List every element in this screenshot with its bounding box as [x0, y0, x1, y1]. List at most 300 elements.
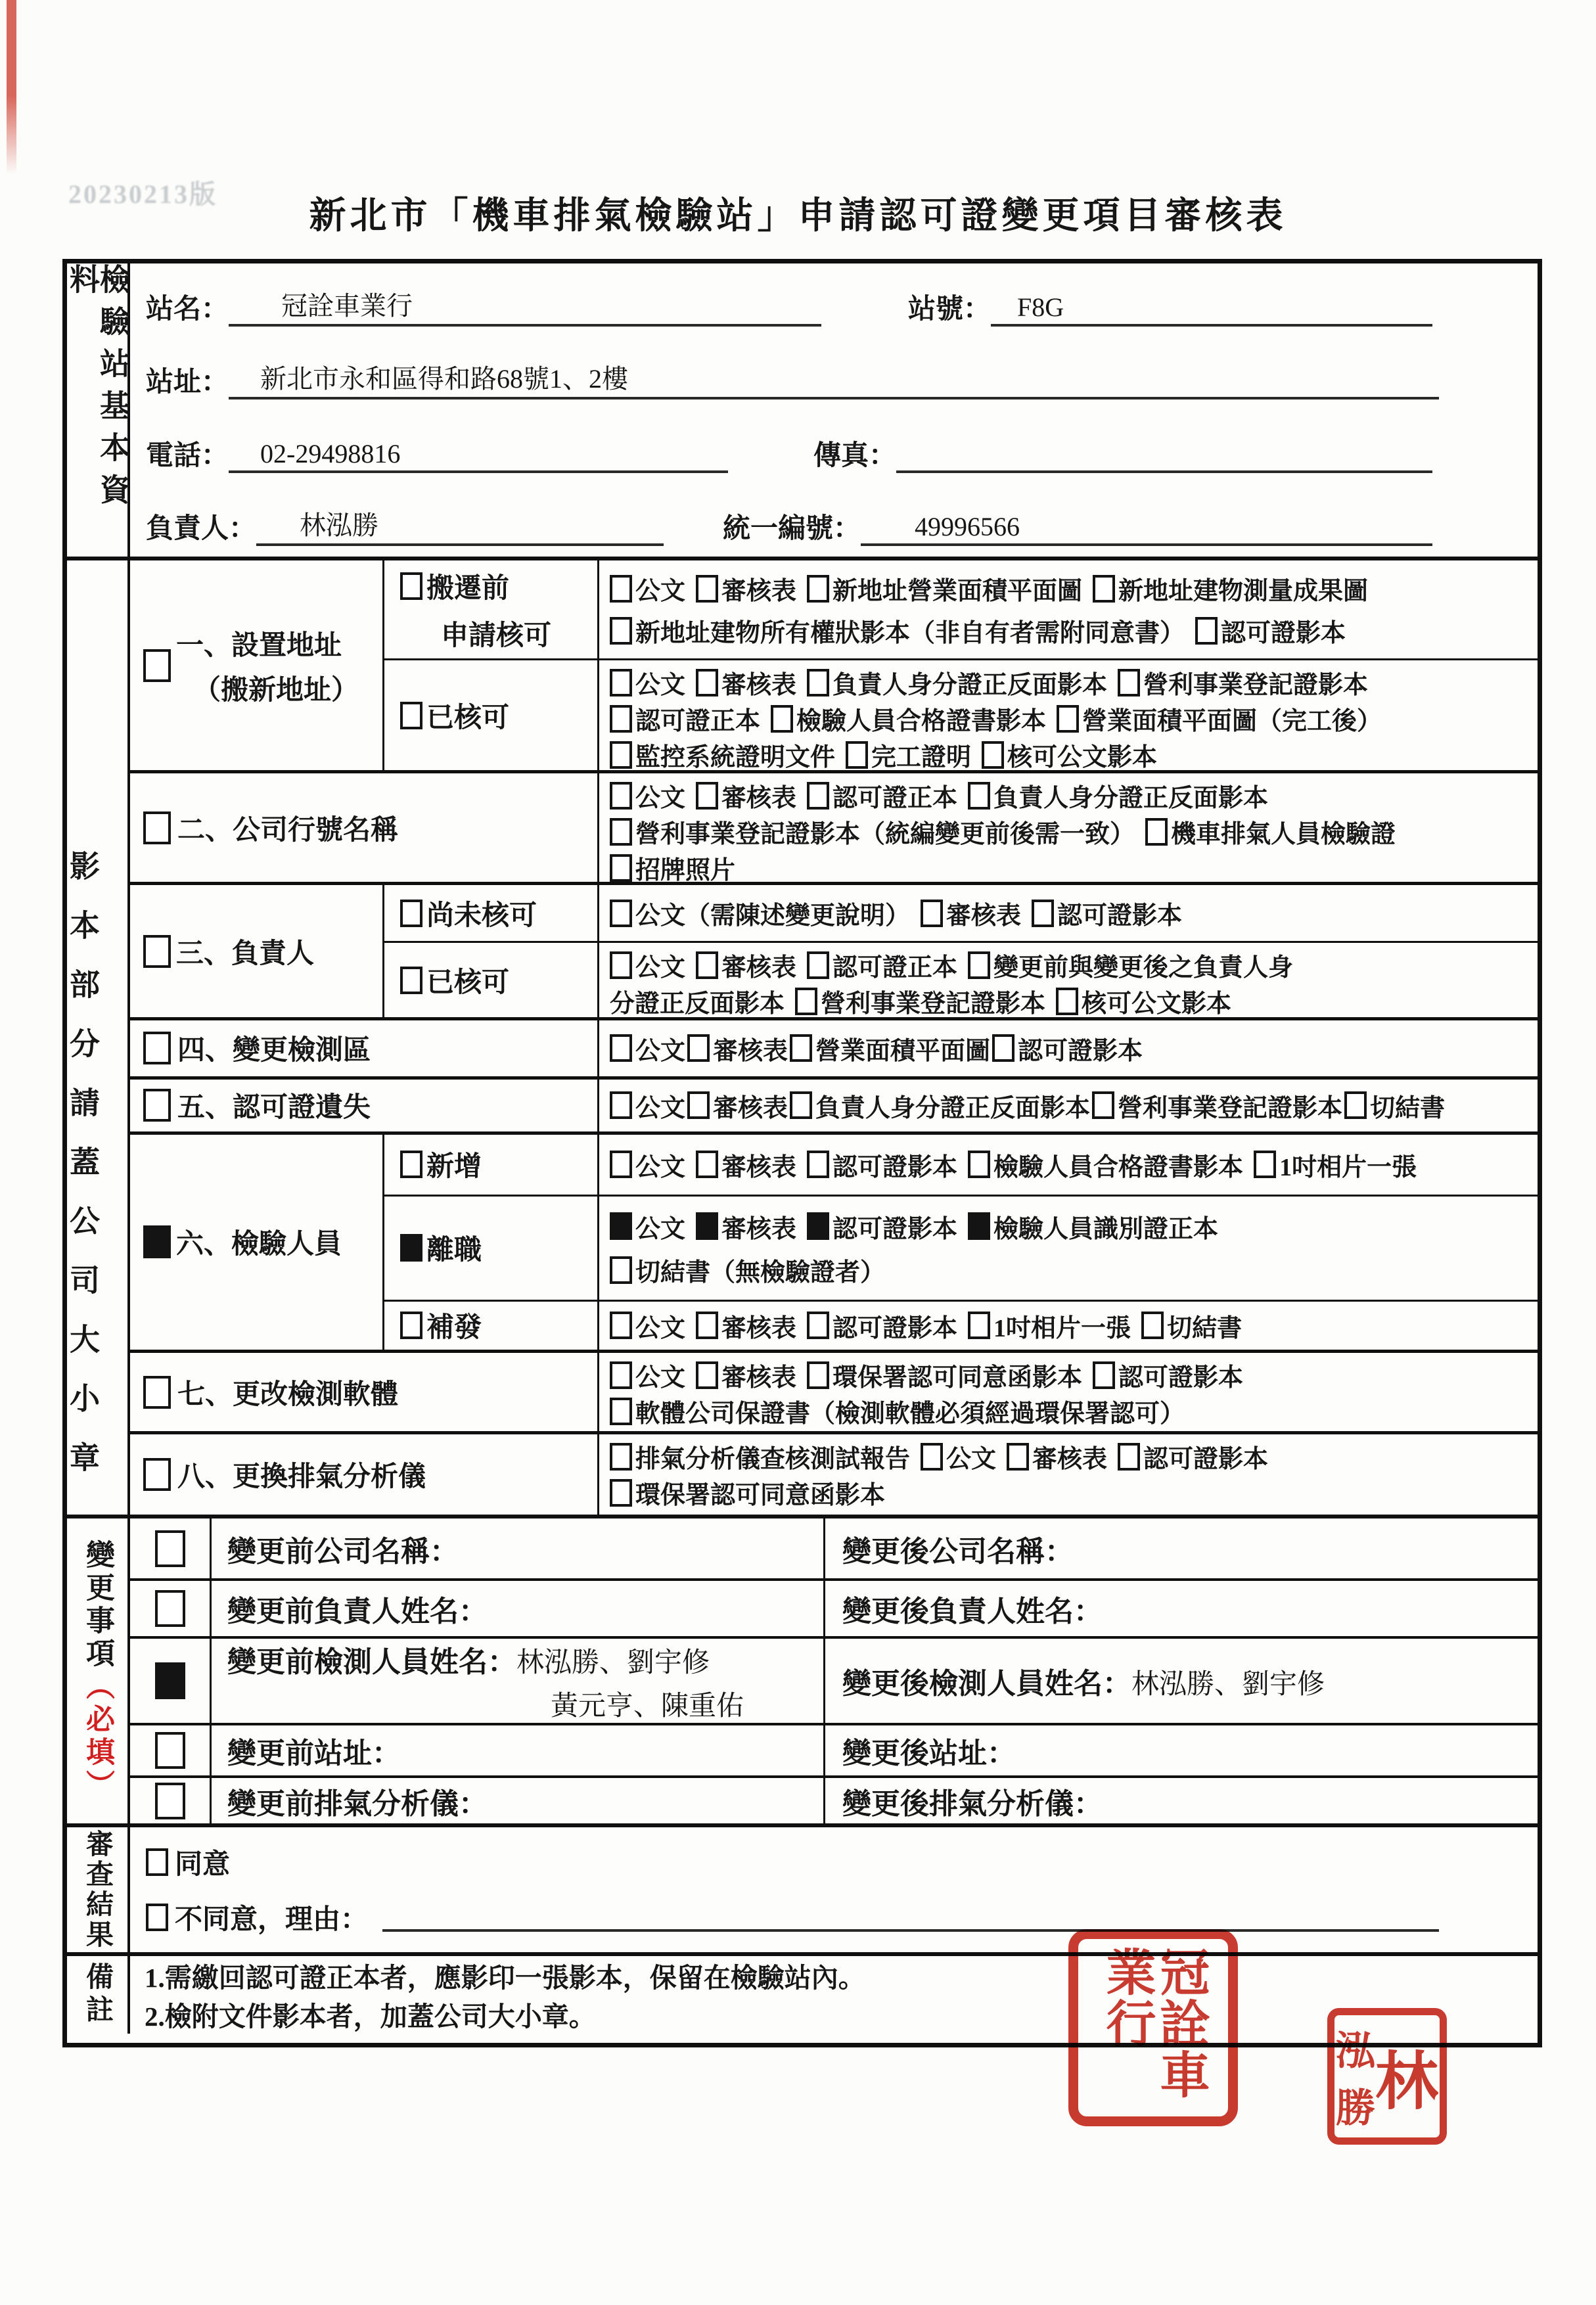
checkbox[interactable] [1092, 1091, 1114, 1119]
checkbox[interactable] [771, 705, 793, 733]
doc-label: 切結書 [1370, 1094, 1446, 1122]
doc-item [807, 1357, 1082, 1393]
doc-line [610, 700, 1534, 737]
checkbox[interactable] [155, 1590, 185, 1627]
checkbox[interactable] [968, 1312, 990, 1339]
checkbox[interactable] [1195, 617, 1218, 645]
subrow-approved2 [384, 943, 1538, 1017]
checkbox[interactable] [807, 951, 829, 979]
checkbox[interactable] [610, 575, 632, 603]
checkbox[interactable] [143, 1458, 171, 1491]
checkbox[interactable] [1057, 705, 1079, 733]
doc-label: 認可證正本 [832, 785, 958, 812]
checkbox[interactable] [687, 1034, 710, 1062]
sub-label: 已核可 [426, 967, 510, 998]
scan-edge-artifact [7, 0, 16, 174]
doc-item [807, 947, 957, 983]
checkbox[interactable] [155, 1530, 185, 1567]
checkbox[interactable] [687, 1091, 710, 1119]
agree-row [146, 1842, 1538, 1882]
before-label: 變更前公司名稱： [227, 1535, 459, 1568]
doc-label: 認可證影本 [1118, 1364, 1244, 1392]
checkbox[interactable] [400, 702, 422, 729]
reason-line[interactable] [382, 1909, 1439, 1932]
after-cell [825, 1518, 1538, 1578]
checkbox[interactable] [696, 575, 718, 603]
uid-field[interactable] [861, 508, 1432, 546]
doc-item [696, 570, 796, 606]
sub-label: 離職 [426, 1235, 482, 1266]
doc-line [610, 1357, 1534, 1393]
item-label: 三、負責人 [176, 938, 315, 969]
before-cell [212, 1725, 825, 1775]
doc-label: 認可證影本 [832, 1314, 958, 1342]
checkbox[interactable] [610, 741, 632, 769]
checkbox[interactable] [1145, 818, 1168, 846]
doc-label: 分證正反面影本 [610, 990, 785, 1018]
doc-item [610, 813, 1135, 850]
doc-label: 審核表 [713, 1094, 788, 1122]
after-label: 變更後負責人姓名： [842, 1595, 1103, 1628]
item-label: 八、更換排氣分析儀 [177, 1462, 426, 1492]
address-field[interactable] [229, 361, 1439, 399]
doc-item [610, 612, 1185, 649]
checkbox[interactable] [155, 1662, 185, 1699]
before-cell [212, 1518, 825, 1578]
doc-line [610, 1308, 1534, 1344]
checkbox[interactable] [696, 1151, 718, 1178]
checkbox[interactable] [1118, 669, 1140, 696]
item-label-line1: 一、設置地址 [176, 630, 342, 661]
checkbox[interactable] [143, 1032, 171, 1064]
uid-value: 49996566 [915, 512, 1020, 541]
doc-label: 環保署認可同意函影本 [832, 1364, 1083, 1392]
checkbox[interactable] [807, 1312, 829, 1339]
checkbox[interactable] [610, 1443, 632, 1471]
fax-field[interactable] [896, 435, 1432, 473]
checkbox[interactable] [610, 1034, 632, 1062]
checkbox[interactable] [696, 1212, 718, 1240]
station-name-field[interactable] [229, 288, 821, 327]
checkbox[interactable] [968, 951, 990, 979]
doc-item [790, 1030, 990, 1066]
sub-label: 已核可 [426, 702, 510, 733]
checkbox[interactable] [610, 782, 632, 810]
doc-item [1118, 1438, 1268, 1474]
doc-item [610, 700, 760, 737]
doc-label: 營業面積平面圖 [815, 1037, 991, 1065]
personal-seal-stamp [1327, 2008, 1447, 2145]
doc-item [696, 664, 796, 700]
checkbox[interactable] [400, 967, 422, 994]
checkbox[interactable] [790, 1034, 812, 1062]
checkbox[interactable] [846, 741, 868, 769]
doc-line [610, 1147, 1534, 1183]
company-seal-text: 冠詮車業行 [1099, 1946, 1208, 2100]
copy-item-8 [130, 1434, 1538, 1515]
disagree-label: 不同意，理由： [175, 1904, 369, 1935]
copy-item-3-cell [130, 885, 384, 1017]
checkbox[interactable] [696, 669, 718, 696]
sub-label: 搬遷前 [426, 573, 510, 604]
checkbox[interactable] [155, 1732, 185, 1769]
checkbox[interactable] [610, 818, 632, 846]
copy-item-6-subs [384, 1135, 1538, 1350]
doc-label: 公文 [635, 785, 686, 812]
section-label-copy-text: 影本部分請蓋公司大小章 [66, 850, 99, 1501]
doc-item [610, 1474, 885, 1511]
checkbox[interactable] [1254, 1151, 1276, 1178]
station-code-label: 站號： [908, 294, 992, 325]
doc-item [610, 1308, 685, 1344]
change-checkbox-cell [130, 1639, 212, 1723]
before-value: 林泓勝、劉宇修 [516, 1648, 710, 1678]
before-label: 變更前負責人姓名： [227, 1595, 488, 1628]
checkbox[interactable] [400, 1151, 422, 1178]
doc-list [599, 1353, 1538, 1431]
doc-item [1032, 895, 1182, 931]
subrow-add-staff [384, 1135, 1538, 1197]
checkbox[interactable] [1118, 1443, 1140, 1471]
doc-item [696, 1208, 796, 1244]
personal-seal-given [1336, 2019, 1375, 2134]
doc-label: 認可證影本 [1143, 1446, 1269, 1473]
changes-rows [130, 1518, 1538, 1823]
checkbox[interactable] [795, 988, 817, 1015]
sub-label: 新增 [426, 1152, 482, 1183]
personal-seal-surname: 林 [1375, 2046, 1438, 2117]
checkbox[interactable] [143, 935, 171, 968]
sub-label: 補發 [426, 1313, 482, 1344]
checkbox[interactable] [610, 705, 632, 733]
doc-item [1344, 1087, 1445, 1124]
doc-label: 認可證正本 [635, 708, 761, 735]
doc-list [599, 1020, 1538, 1076]
checkbox[interactable] [1032, 900, 1054, 927]
checkbox[interactable] [807, 1361, 829, 1389]
doc-item [807, 777, 957, 813]
before-value-line2: 黃元亨、陳重佑 [551, 1691, 744, 1722]
doc-item [1093, 1357, 1243, 1393]
doc-label: 環保署認可同意函影本 [635, 1482, 886, 1509]
doc-label: 核可公文影本 [1007, 744, 1158, 771]
personal-seal-given-2: 勝 [1336, 2086, 1375, 2130]
subrow-reissue [384, 1302, 1538, 1350]
doc-label: 公文（需陳述變更說明） [635, 902, 911, 930]
changes-label-red: （必填） [81, 1671, 114, 1802]
checkbox[interactable] [146, 1904, 168, 1931]
checkbox[interactable] [143, 811, 171, 844]
owner-value: 林泓勝 [300, 511, 379, 540]
doc-item [1118, 664, 1368, 700]
checkbox[interactable] [610, 1361, 632, 1389]
doc-item [610, 1087, 685, 1124]
after-label: 變更後檢測人員姓名： [842, 1668, 1131, 1700]
copy-item-4-cell [130, 1020, 599, 1076]
after-cell [825, 1778, 1538, 1823]
checkbox[interactable] [146, 1848, 168, 1876]
doc-line [610, 1252, 1534, 1288]
doc-label: 營利事業登記證影本 [821, 990, 1046, 1018]
doc-label: 核可公文影本 [1082, 990, 1232, 1018]
change-row-company-name [130, 1518, 1538, 1581]
doc-line [610, 664, 1534, 700]
change-checkbox-cell [130, 1518, 212, 1578]
doc-label: 營利事業登記證影本 [1143, 672, 1369, 699]
checkbox[interactable] [807, 1212, 829, 1240]
phone-field[interactable] [229, 435, 728, 473]
section-label-basic [67, 263, 130, 557]
change-row-address [130, 1725, 1538, 1778]
doc-label: 營利事業登記證影本（統編變更前後需一致） [635, 821, 1135, 848]
copy-item-3 [130, 885, 1538, 1020]
section-label-notes [67, 1956, 130, 2034]
checkbox[interactable] [143, 1089, 171, 1122]
doc-item [610, 1393, 1185, 1429]
doc-list [599, 1080, 1538, 1131]
checkbox[interactable] [807, 575, 829, 603]
checkbox[interactable] [143, 1376, 171, 1409]
doc-label: 審核表 [721, 1364, 797, 1392]
checkbox[interactable] [921, 900, 943, 927]
doc-label: 新地址建物所有權狀影本（非自有者需附同意書） [635, 620, 1185, 647]
doc-item [921, 1438, 996, 1474]
doc-item [696, 1357, 796, 1393]
version-stamp: 20230213版 [68, 179, 217, 209]
copy-item-6-cell [130, 1135, 384, 1350]
checkbox[interactable] [807, 782, 829, 810]
doc-item [610, 983, 785, 1019]
doc-item [1056, 983, 1231, 1019]
before-label: 變更前站址： [227, 1737, 401, 1769]
doc-line [610, 570, 1534, 606]
doc-list [599, 660, 1538, 770]
checkbox[interactable] [696, 782, 718, 810]
change-checkbox-cell [130, 1725, 212, 1775]
copy-item-1 [130, 560, 1538, 773]
doc-item [968, 1147, 1243, 1183]
before-cell [212, 1778, 825, 1823]
checkbox[interactable] [968, 1151, 990, 1178]
changes-label-black: 變更事項 [81, 1540, 114, 1671]
checkbox[interactable] [790, 1091, 812, 1119]
checkbox[interactable] [696, 1312, 718, 1339]
doc-label: 檢驗人員識別證正本 [993, 1215, 1219, 1243]
copy-item-1-subs [384, 560, 1538, 770]
section-changes [67, 1518, 1538, 1827]
doc-item [968, 947, 1293, 983]
section-copy-documents [67, 560, 1538, 1518]
checkbox[interactable] [921, 1443, 943, 1471]
checkbox[interactable] [1007, 1443, 1029, 1471]
checkbox[interactable] [807, 669, 829, 696]
doc-item [610, 1147, 685, 1183]
doc-label: 1吋相片一張 [993, 1314, 1131, 1342]
doc-label: 公文 [635, 578, 686, 605]
page-title: 新北市「機車排氣檢驗站」申請認可證變更項目審核表 [309, 196, 1287, 237]
checkbox[interactable] [968, 782, 990, 810]
copy-item-2-cell [130, 773, 599, 882]
doc-item [1092, 1087, 1342, 1124]
checkbox[interactable] [696, 1361, 718, 1389]
doc-item [807, 1308, 957, 1344]
copy-item-8-cell [130, 1434, 599, 1515]
doc-item [807, 1208, 957, 1244]
copy-items [130, 560, 1538, 1515]
station-code-field[interactable] [991, 288, 1432, 327]
item-label: 四、變更檢測區 [177, 1036, 371, 1066]
station-name-value: 冠詮車業行 [281, 290, 413, 321]
checkbox[interactable] [610, 900, 632, 927]
doc-label: 公文 [946, 1446, 997, 1473]
doc-label: 認可證影本 [1221, 620, 1346, 647]
doc-label: 招牌照片 [635, 857, 736, 884]
checkbox[interactable] [992, 1034, 1015, 1062]
checkbox[interactable] [610, 1212, 632, 1240]
doc-list [599, 1135, 1538, 1195]
checkbox[interactable] [610, 1479, 632, 1507]
doc-label: 公文 [635, 954, 686, 982]
checkbox[interactable] [610, 854, 632, 882]
station-name-label: 站名： [146, 294, 229, 325]
subrow-before-move [384, 560, 1538, 660]
doc-item [610, 895, 910, 931]
section-label-review [67, 1827, 130, 1952]
checkbox[interactable] [610, 617, 632, 645]
copy-item-1-cell [130, 560, 384, 770]
checkbox[interactable] [610, 1256, 632, 1284]
doc-line [610, 777, 1534, 813]
copy-item-1-label [176, 624, 359, 708]
doc-line [610, 1393, 1534, 1429]
after-cell [825, 1581, 1538, 1636]
checkbox[interactable] [400, 572, 422, 600]
doc-label: 檢驗人員合格證書影本 [993, 1153, 1244, 1181]
checkbox[interactable] [807, 1151, 829, 1178]
doc-item [610, 570, 685, 606]
doc-label: 審核表 [721, 672, 797, 699]
checkbox[interactable] [610, 1091, 632, 1119]
checkbox[interactable] [143, 649, 171, 682]
sub-label-line2: 申請核可 [441, 620, 552, 651]
subcell-add-staff [384, 1135, 599, 1195]
after-label: 變更後公司名稱： [842, 1535, 1074, 1568]
checkbox[interactable] [400, 1234, 422, 1262]
checkbox[interactable] [610, 1151, 632, 1178]
personal-seal-given-1: 泓 [1336, 2029, 1375, 2073]
doc-item [921, 895, 1021, 931]
doc-item [771, 700, 1046, 737]
company-seal-stamp [1068, 1929, 1238, 2126]
doc-label: 軟體公司保證書（檢測軟體必須經過環保署認可） [635, 1400, 1185, 1428]
doc-item [982, 737, 1157, 773]
checkbox[interactable] [143, 1225, 171, 1258]
checkbox[interactable] [610, 669, 632, 696]
doc-item [696, 1308, 796, 1344]
doc-label: 認可證影本 [1057, 902, 1183, 930]
doc-item [1057, 700, 1382, 737]
doc-item [696, 947, 796, 983]
doc-label: 負責人身分證正反面影本 [815, 1094, 1091, 1122]
doc-list [599, 885, 1538, 941]
doc-item [1093, 570, 1368, 606]
before-label: 變更前檢測人員姓名： [227, 1646, 516, 1678]
checkbox[interactable] [1093, 1361, 1115, 1389]
doc-item [1141, 1308, 1242, 1344]
address-row [146, 337, 1538, 411]
copy-item-4 [130, 1020, 1538, 1080]
checkbox[interactable] [400, 900, 422, 927]
sub-label: 尚未核可 [426, 900, 537, 931]
change-row-owner-name [130, 1581, 1538, 1639]
doc-item [610, 850, 735, 886]
doc-item [1195, 612, 1346, 649]
checkbox[interactable] [1093, 575, 1115, 603]
subrow-not-yet-approved [384, 885, 1538, 943]
checkbox[interactable] [610, 951, 632, 979]
doc-item [696, 777, 796, 813]
change-row-inspectors [130, 1639, 1538, 1725]
doc-item [610, 664, 685, 700]
checkbox[interactable] [696, 951, 718, 979]
subcell-approved2 [384, 943, 599, 1017]
subcell-resign-staff [384, 1197, 599, 1300]
doc-line [610, 1087, 1534, 1124]
item-label: 五、認可證遺失 [177, 1093, 371, 1124]
after-label: 變更後站址： [842, 1737, 1016, 1769]
section-label-changes [67, 1518, 130, 1823]
owner-field[interactable] [256, 508, 664, 546]
form-table [62, 259, 1542, 2047]
section-basic-info [67, 263, 1538, 560]
change-row-analyzer [130, 1778, 1538, 1823]
item-label-line2: （搬新地址） [193, 675, 359, 706]
doc-item [610, 1357, 685, 1393]
doc-item [846, 737, 971, 773]
doc-label: 完工證明 [871, 744, 972, 771]
checkbox[interactable] [610, 1312, 632, 1339]
doc-item [610, 1208, 685, 1244]
doc-label: 公文 [635, 1215, 686, 1243]
note-line-2: 2.檢附文件影本者，加蓋公司大小章。 [145, 2001, 596, 2032]
checkbox[interactable] [400, 1312, 422, 1339]
uid-label: 統一編號： [723, 514, 861, 544]
doc-label: 審核表 [721, 785, 797, 812]
doc-item [807, 570, 1082, 606]
doc-item [790, 1087, 1090, 1124]
checkbox[interactable] [1344, 1091, 1367, 1119]
doc-label: 審核表 [1032, 1446, 1108, 1473]
doc-label: 變更前與變更後之負責人身 [993, 954, 1294, 982]
doc-label: 審核表 [721, 578, 797, 605]
doc-label: 公文 [635, 672, 686, 699]
doc-item [687, 1087, 788, 1124]
checkbox[interactable] [968, 1212, 990, 1240]
checkbox[interactable] [155, 1783, 185, 1819]
checkbox[interactable] [982, 741, 1004, 769]
copy-item-6 [130, 1135, 1538, 1353]
doc-item [696, 1147, 796, 1183]
subcell-before-move [384, 560, 599, 658]
doc-label: 切結書（無檢驗證者） [635, 1259, 886, 1287]
checkbox[interactable] [1141, 1312, 1164, 1339]
doc-line [610, 612, 1534, 649]
copy-item-2 [130, 773, 1538, 885]
after-cell [825, 1639, 1538, 1723]
before-label: 變更前排氣分析儀： [227, 1787, 488, 1820]
checkbox[interactable] [610, 1398, 632, 1425]
checkbox[interactable] [1056, 988, 1078, 1015]
